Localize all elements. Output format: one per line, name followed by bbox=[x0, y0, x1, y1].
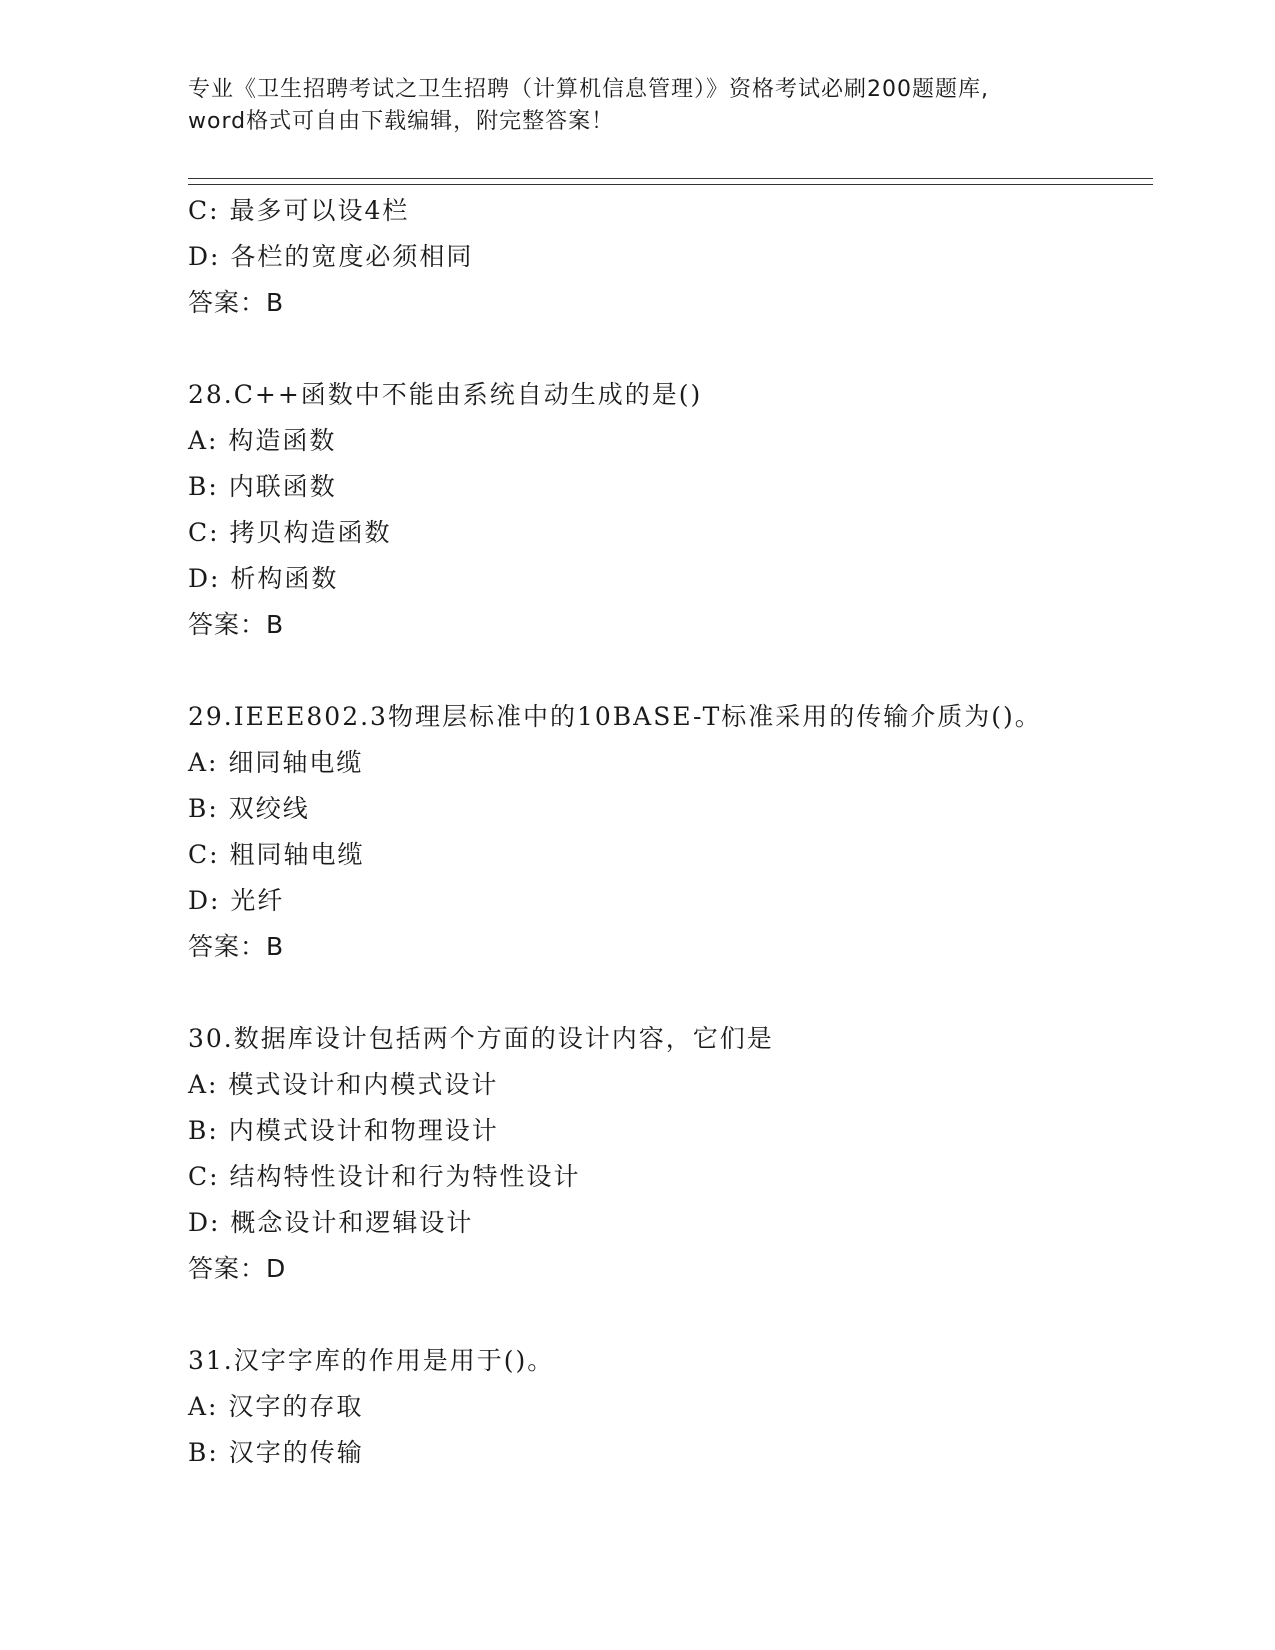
option-c: C: 结构特性设计和行为特性设计 bbox=[188, 1162, 581, 1191]
spacer bbox=[188, 326, 1148, 372]
spacer bbox=[188, 648, 1148, 694]
option-a: A: 模式设计和内模式设计 bbox=[188, 1070, 499, 1099]
spacer bbox=[188, 970, 1148, 1016]
option-b: B: 双绞线 bbox=[188, 794, 310, 823]
previous-question-tail bbox=[188, 188, 1148, 326]
answer-line: 答案：B bbox=[188, 932, 285, 961]
option-b: B: 汉字的传输 bbox=[188, 1438, 364, 1467]
header-title-line2: word格式可自由下载编辑，附完整答案！ bbox=[188, 109, 615, 134]
question-text: 28.C++函数中不能由系统自动生成的是() bbox=[188, 380, 703, 409]
document-header bbox=[188, 74, 1088, 138]
header-divider-top bbox=[188, 178, 1153, 179]
option-d: D: 光纤 bbox=[188, 886, 285, 915]
option-d: D: 概念设计和逻辑设计 bbox=[188, 1208, 474, 1237]
option-a: A: 构造函数 bbox=[188, 426, 337, 455]
option-b: B: 内模式设计和物理设计 bbox=[188, 1116, 499, 1145]
header-divider-bottom bbox=[188, 184, 1153, 185]
option-a: A: 汉字的存取 bbox=[188, 1392, 364, 1421]
question-block-28 bbox=[188, 372, 1148, 648]
option-c: C: 拷贝构造函数 bbox=[188, 518, 392, 547]
header-title-line1: 专业《卫生招聘考试之卫生招聘（计算机信息管理）》资格考试必刷200题题库, bbox=[188, 77, 989, 102]
question-text: 31.汉字字库的作用是用于()。 bbox=[188, 1346, 555, 1375]
answer-line: 答案：B bbox=[188, 288, 285, 317]
spacer bbox=[188, 1292, 1148, 1338]
answer-line: 答案：B bbox=[188, 610, 285, 639]
question-block-30 bbox=[188, 1016, 1148, 1292]
option-c: C: 粗同轴电缆 bbox=[188, 840, 365, 869]
question-text: 29.IEEE802.3物理层标准中的10BASE-T标准采用的传输介质为()。 bbox=[188, 702, 1042, 731]
question-block-29 bbox=[188, 694, 1148, 970]
option-a: A: 细同轴电缆 bbox=[188, 748, 364, 777]
option-d: D: 析构函数 bbox=[188, 564, 339, 593]
question-block-31 bbox=[188, 1338, 1148, 1476]
question-text: 30.数据库设计包括两个方面的设计内容，它们是 bbox=[188, 1024, 774, 1053]
answer-line: 答案：D bbox=[188, 1254, 287, 1283]
option-c: C: 最多可以设4栏 bbox=[188, 196, 410, 225]
option-b: B: 内联函数 bbox=[188, 472, 337, 501]
option-d: D: 各栏的宽度必须相同 bbox=[188, 242, 474, 271]
question-list bbox=[188, 188, 1148, 1476]
